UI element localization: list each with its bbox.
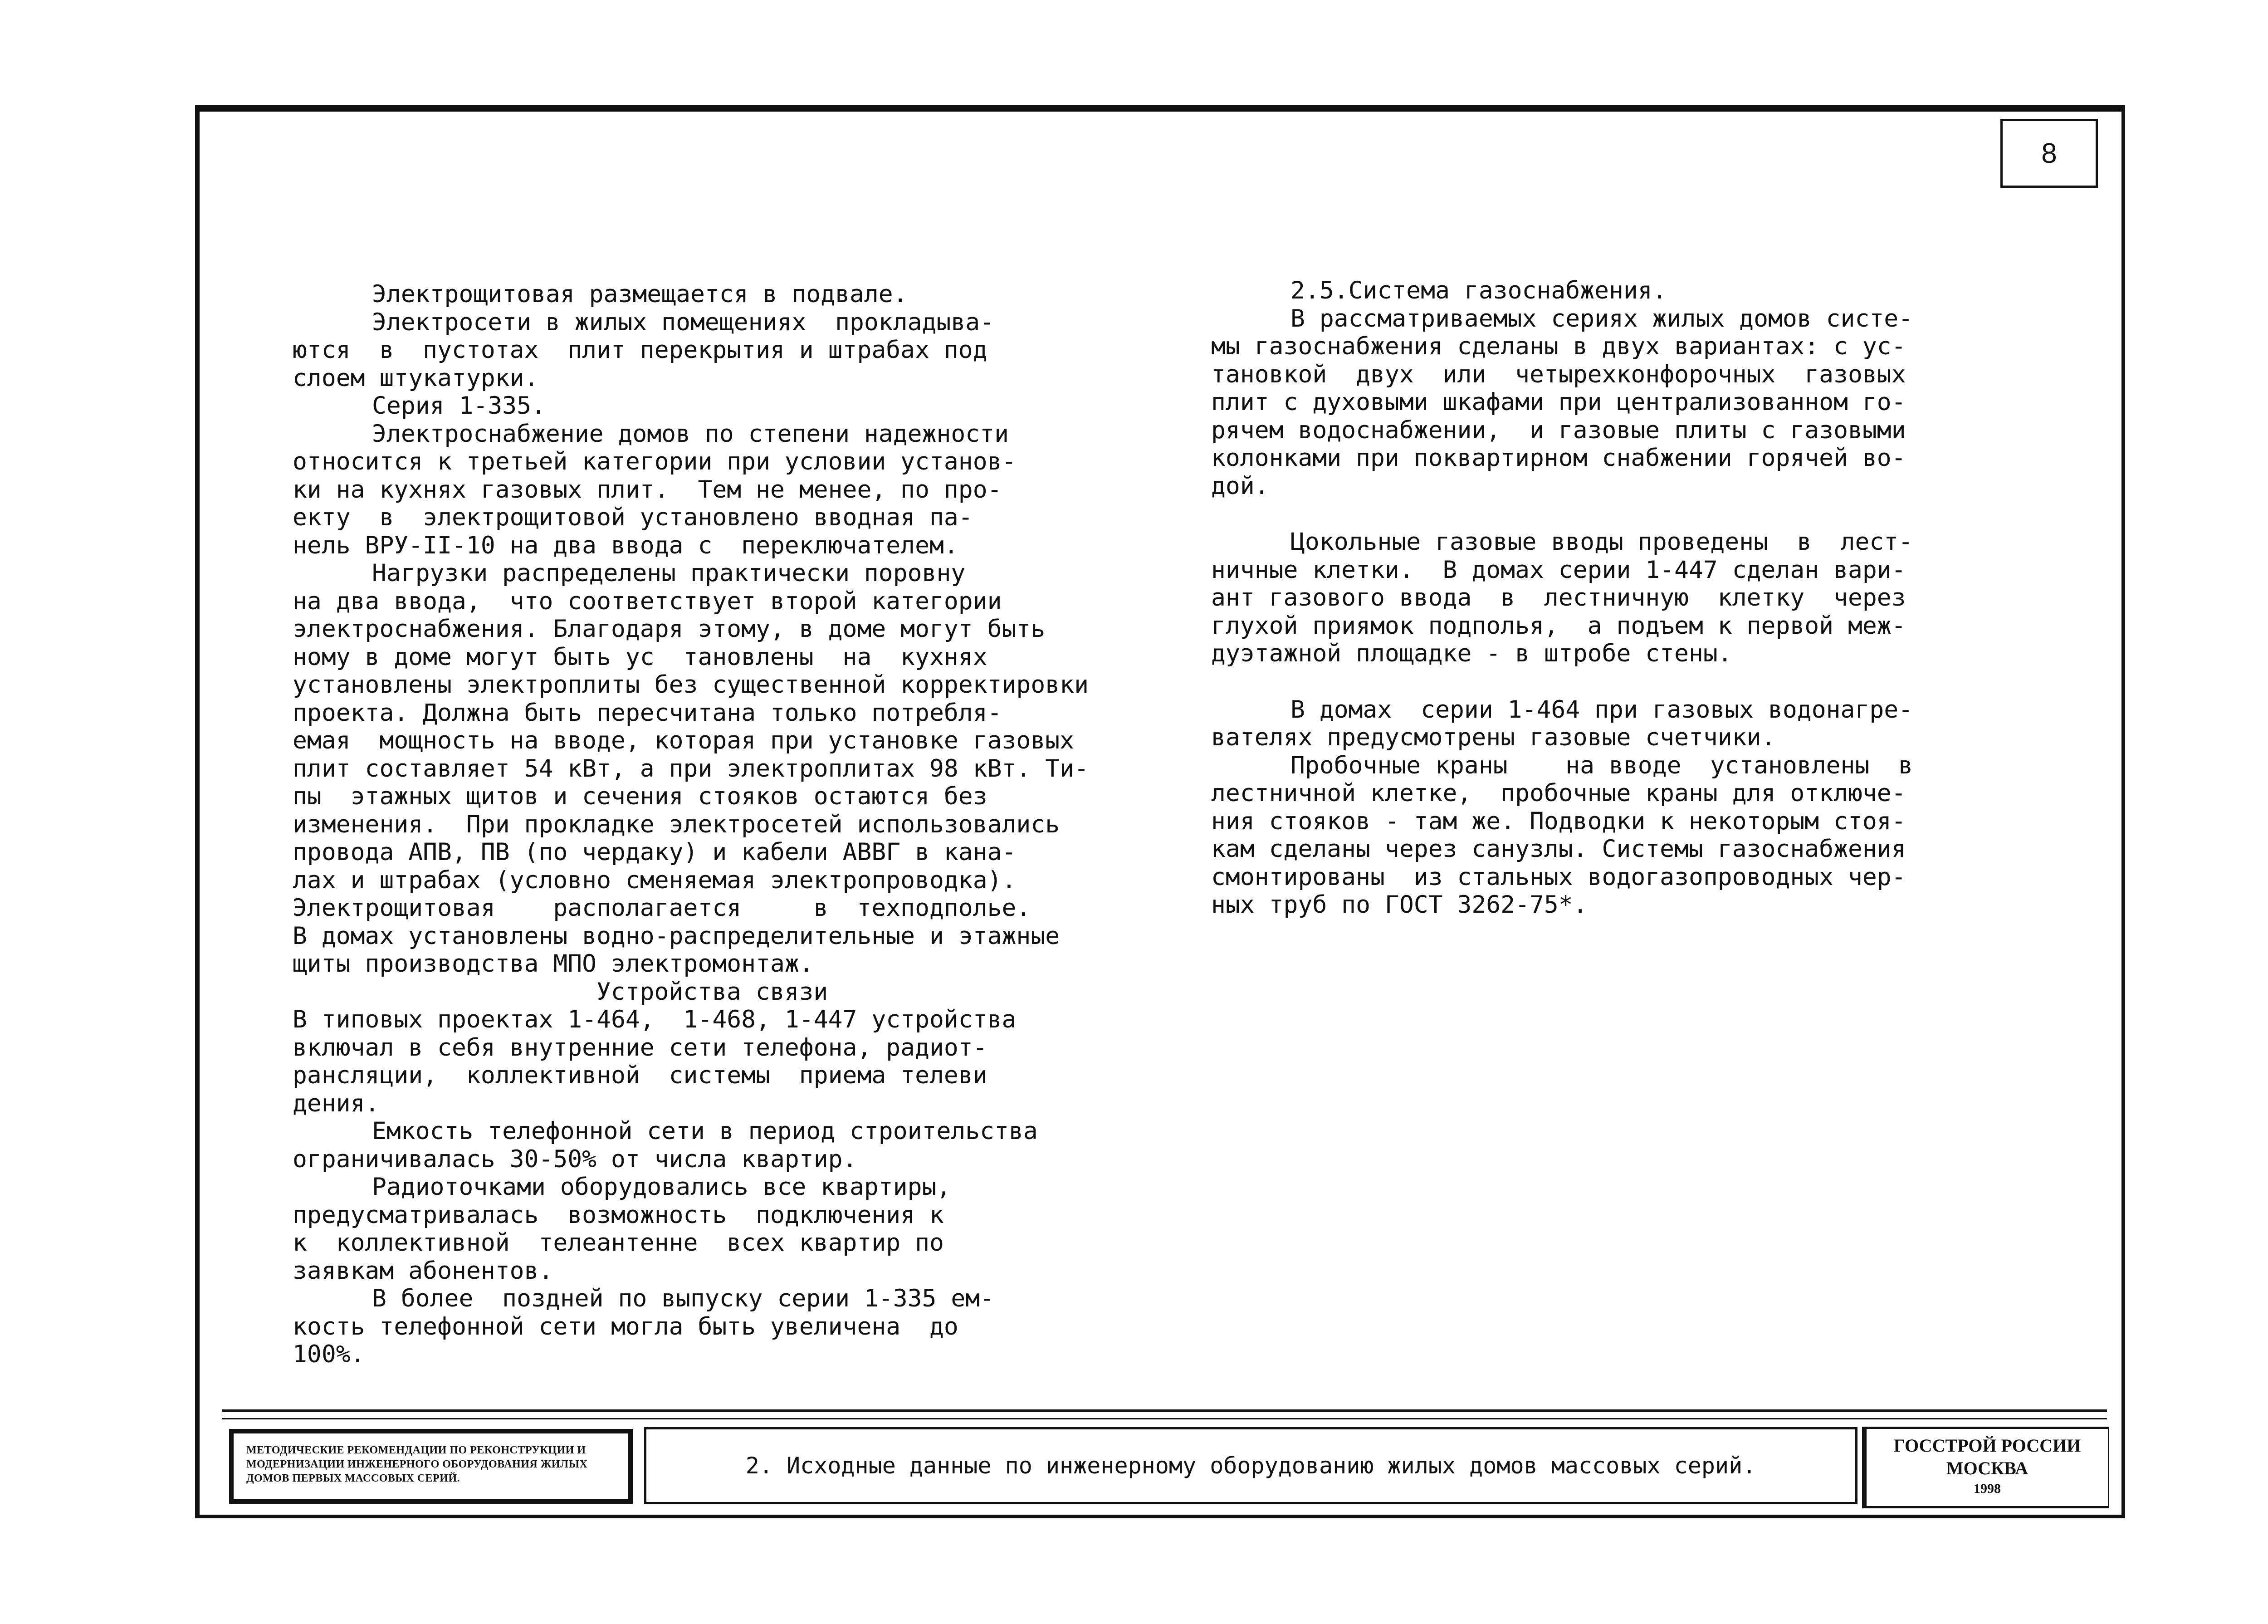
section-heading: Устройства связи (596, 978, 828, 1006)
text-line: екту в электрощитовой установлено вводная па- (293, 504, 973, 531)
text-line: к коллективной телеантенне всех квартир по (293, 1229, 944, 1257)
text-line: ничные клетки. В домах серии 1-447 сделан вари- (1211, 556, 1906, 584)
text-line: Электрощитовая размещается в подвале. (372, 280, 908, 308)
text-line: Емкость телефонной сети в период строительства (372, 1117, 1038, 1145)
text-line: пы этажных щитов и сечения стояков остаются без (293, 783, 987, 810)
title-block-rule (222, 1409, 2107, 1412)
text-line: Радиоточками оборудовались все квартиры, (372, 1173, 951, 1201)
text-line: В типовых проектах 1-464, 1-468, 1-447 устройства (293, 1006, 1017, 1033)
text-line: мы газоснабжения сделаны в двух вариантах: с ус- (1211, 333, 1906, 360)
text-line: ант газового ввода в лестничную клетку через (1211, 584, 1906, 611)
text-line: ному в доме могут быть ус тановлены на кухнях (293, 643, 987, 671)
text-line: ются в пустотах плит перекрытия и штрабах под (293, 336, 987, 364)
text-line: нель ВРУ-II-10 на два ввода с переключателем. (293, 531, 958, 559)
text-line: дения. (293, 1089, 380, 1117)
right-text-column (1211, 277, 2023, 919)
text-line: установлены электроплиты без существенной корректировки (293, 671, 1089, 699)
left-text-column (293, 280, 1132, 1369)
text-line: на два ввода, что соответствует второй категории (293, 587, 1002, 615)
text-line: предусматривалась возможность подключения к (293, 1201, 944, 1229)
text-line: провода АПВ, ПВ (по чердаку) и кабели АВВГ в кана- (293, 838, 1017, 866)
text-line: В более поздней по выпуску серии 1-335 ем- (372, 1285, 995, 1312)
organization-stamp (1862, 1427, 2109, 1508)
text-line: кость телефонной сети могла быть увеличена до (293, 1312, 958, 1340)
section-title-box (644, 1427, 1857, 1504)
text-line: заявкам абонентов. (293, 1257, 553, 1285)
text-line: лестничной клетке, пробочные краны для отключе- (1211, 779, 1906, 807)
text-line: изменения. При прокладке электросетей использовались (293, 810, 1060, 838)
text-line: ки на кухнях газовых плит. Тем не менее, по про- (293, 475, 1002, 504)
text-line: Пробочные краны на вводе установлены в (1290, 751, 1913, 779)
title-block-thin-rule (222, 1418, 2107, 1419)
section-title: 2. Исходные данные по инженерному оборудованию жилых домов массовых серий. (745, 1453, 1756, 1479)
text-line: кам сделаны через санузлы. Системы газоснабжения (1211, 835, 1906, 863)
text-line: Нагрузки распределены практически поровну (372, 559, 966, 587)
text-line: ных труб по ГОСТ 3262-75*. (1211, 891, 1588, 919)
paragraph-gap (1211, 668, 2023, 696)
text-line: В домах установлены водно-распределительные и этажные (293, 922, 1060, 950)
text-line: Электросети в жилых помещениях прокладыва- (372, 308, 995, 336)
text-line: В рассматриваемых сериях жилых домов систе- (1290, 304, 1913, 333)
text-line: Серия 1-335. (372, 392, 546, 420)
page-number-box (2000, 119, 2098, 188)
text-line: щиты производства МПО электромонтаж. (293, 950, 814, 978)
text-line: ограничивалась 30-50% от числа квартир. (293, 1145, 857, 1173)
text-line: рансляции, коллективной системы приема телеви (293, 1061, 987, 1089)
text-line: дуэтажной площадке - в штробе стены. (1211, 640, 1732, 667)
text-line: включал в себя внутренние сети телефона, радиот- (293, 1033, 987, 1061)
organization-city: МОСКВА (1946, 1458, 2028, 1478)
text-line: плит с духовыми шкафами при централизованном го- (1211, 388, 1906, 416)
text-line: колонками при поквартирном снабжении горячей во- (1211, 444, 1906, 472)
page-number: 8 (2041, 137, 2057, 169)
text-line: слоем штукатурки. (293, 364, 539, 392)
text-line: плит составляет 54 кВт, а при электроплитах 98 кВт. Ти- (293, 754, 1089, 783)
document-series-stamp (229, 1429, 633, 1504)
text-line: проекта. Должна быть пересчитана только потребля- (293, 699, 1002, 727)
text-line: смонтированы из стальных водогазопроводных чер- (1211, 863, 1906, 891)
text-line: ния стояков - там же. Подводки к некоторым стоя- (1211, 807, 1906, 835)
organization-name: ГОССТРОЙ РОССИИ (1893, 1435, 2081, 1456)
text-line: 2.5.Система газоснабжения. (1290, 277, 1667, 304)
text-line: 100%. (293, 1340, 365, 1368)
text-line: дой. (1211, 472, 1269, 500)
text-line: тановкой двух или четырехконфорочных газовых (1211, 360, 1906, 388)
text-line: электроснабжения. Благодаря этому, в доме могут быть (293, 615, 1046, 643)
text-line: емая мощность на вводе, которая при установке газовых (293, 727, 1075, 754)
text-line: Электроснабжение домов по степени надежности (372, 420, 1009, 448)
text-line: В домах серии 1-464 при газовых водонагре- (1290, 695, 1913, 724)
text-line: лах и штрабах (условно сменяемая электропроводка). (293, 866, 1017, 894)
publication-year: 1998 (1974, 1481, 2001, 1496)
series-title: МЕТОДИЧЕСКИЕ РЕКОМЕНДАЦИИ ПО РЕКОНСТРУКЦИИ И МОДЕРНИЗАЦИИ ИНЖЕНЕРНОГО ОБОРУДОВАНИЯ ЖИЛЫХ ДОМОВ ПЕРВЫХ МАССОВЫХ СЕРИЙ. (246, 1444, 588, 1484)
text-line: Электрощитовая располагается в техподполье. (293, 894, 1031, 922)
text-line: глухой приямок подполья, а подъем к первой меж- (1211, 611, 1906, 640)
text-line: Цокольные газовые вводы проведены в лест- (1290, 528, 1913, 556)
paragraph-gap (1211, 500, 2023, 528)
text-line: вателях предусмотрены газовые счетчики. (1211, 724, 1776, 751)
text-line: относится к третьей категории при условии установ- (293, 448, 1017, 475)
text-line: рячем водоснабжении, и газовые плиты с газовыми (1211, 416, 1906, 444)
